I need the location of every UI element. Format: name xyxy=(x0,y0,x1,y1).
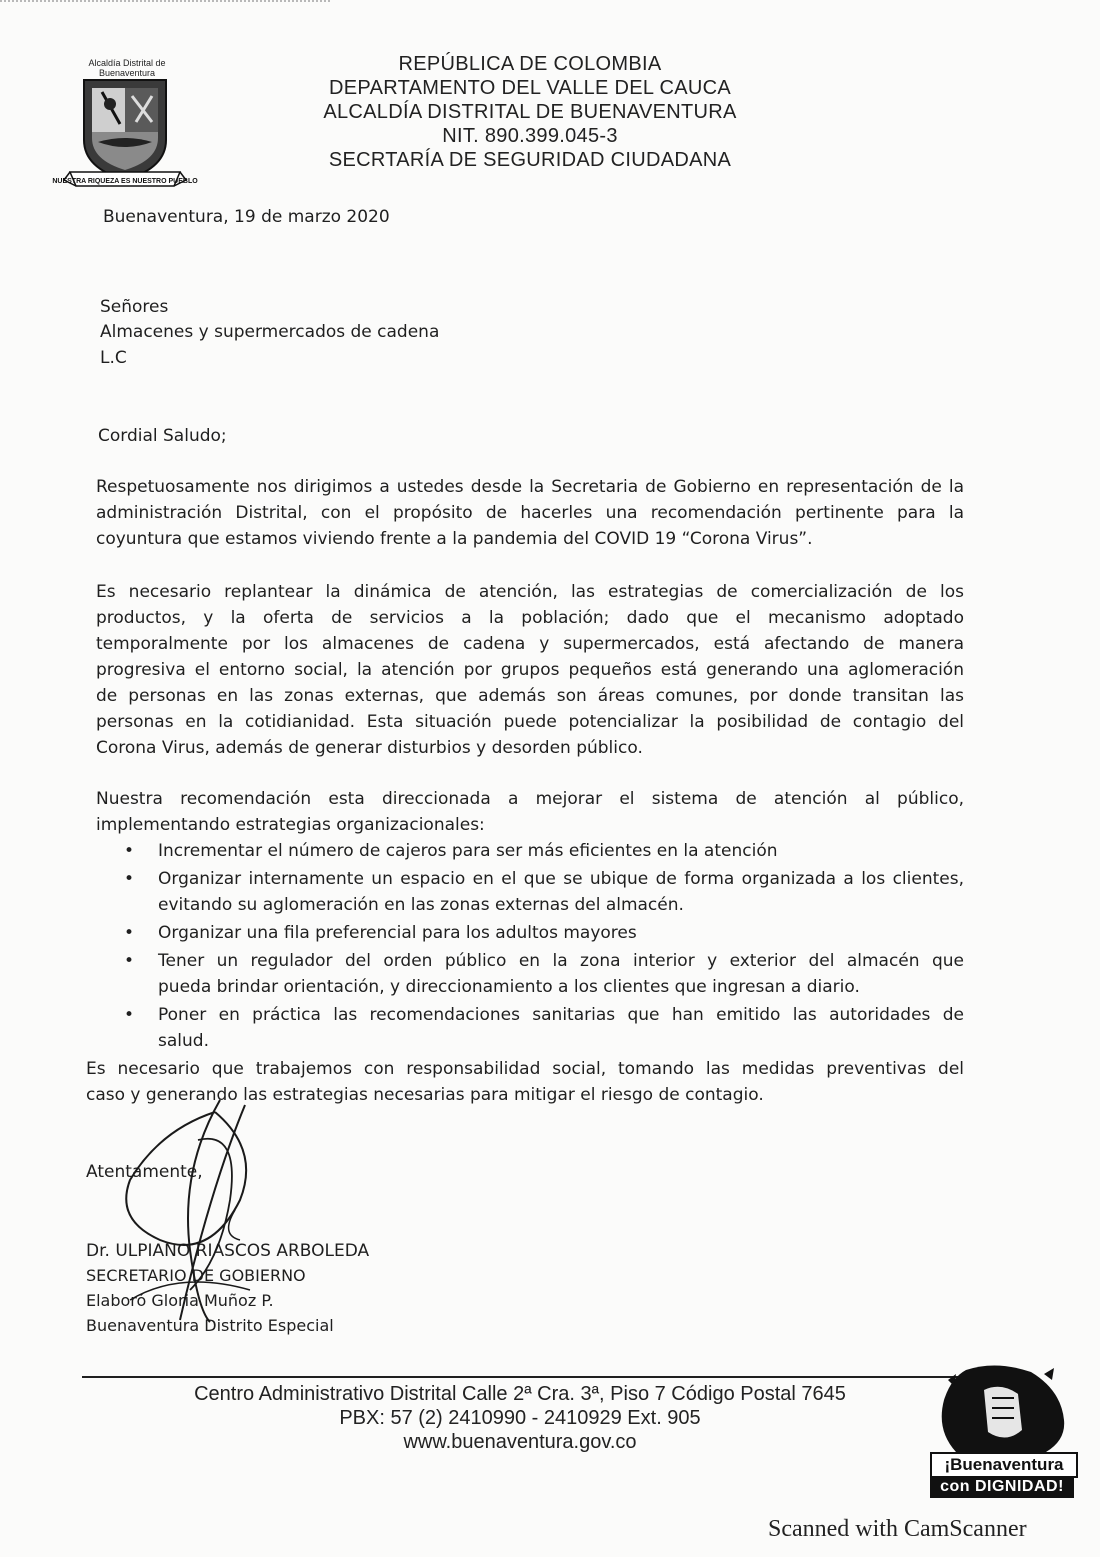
handwritten-signature xyxy=(120,1090,340,1330)
text-line: Incrementar el número de cajeros para ser más eficientes en la atención xyxy=(158,841,778,861)
text-line: Es necesario replantear la dinámica de atención, las estrategias de comercialización de los xyxy=(96,582,964,602)
logo-text-top: ¡Buenaventura xyxy=(930,1452,1078,1478)
text-line: de personas en las zonas externas, que además son áreas comunes, por donde transitan las xyxy=(96,686,964,706)
letterhead-line: ALCALDÍA DISTRITAL DE BUENAVENTURA xyxy=(323,101,737,123)
paragraph-context xyxy=(96,579,964,761)
letterhead-line: SECRTARÍA DE SEGURIDAD CIUDADANA xyxy=(328,149,732,171)
text-line: implementando estrategias organizacionales: xyxy=(96,815,485,835)
recommendation-list xyxy=(118,838,964,1054)
bullet-icon: • xyxy=(124,869,135,889)
logo-text-bottom: con DIGNIDAD! xyxy=(930,1476,1074,1498)
signatory-name: Dr. ULPIANO RIASCOS ARBOLEDA xyxy=(86,1241,370,1261)
footer xyxy=(150,1382,890,1454)
scan-edge xyxy=(0,0,330,8)
letterhead-line: DEPARTAMENTO DEL VALLE DEL CAUCA xyxy=(329,77,731,99)
text-line: temporalmente por los almacenes de cadena y supermercados, está afectando de manera xyxy=(96,634,964,654)
text-line: evitando su aglomeración en las zonas externas del almacén. xyxy=(158,895,684,915)
date-line: Buenaventura, 19 de marzo 2020 xyxy=(103,207,390,227)
text-line: Organizar una fila preferencial para los adultos mayores xyxy=(158,923,637,943)
footer-website: www.buenaventura.gov.co xyxy=(403,1431,637,1453)
crest-motto: NUESTRA RIQUEZA ES NUESTRO PUEBLO xyxy=(52,178,198,185)
text-line: pueda brindar orientación, y direccionamiento a los clientes que ingresan a diario. xyxy=(158,977,860,997)
text-line: salud. xyxy=(158,1031,209,1051)
greeting: Cordial Saludo; xyxy=(98,426,227,446)
recipient-line: Almacenes y supermercados de cadena xyxy=(100,322,440,342)
bullet-icon: • xyxy=(124,841,135,861)
footer-phone: PBX: 57 (2) 2410990 - 2410929 Ext. 905 xyxy=(339,1407,701,1429)
paragraph-intro xyxy=(96,474,964,552)
text-line: caso y generando las estrategias necesarias para mitigar el riesgo de contagio. xyxy=(86,1085,764,1105)
text-line: Nuestra recomendación esta direccionada a mejorar el sistema de atención al público, xyxy=(96,789,964,809)
text-line: Respetuosamente nos dirigimos a ustedes desde la Secretaria de Gobierno en representación de la xyxy=(96,477,964,497)
text-line: productos, y la oferta de servicios a la población; dado que el mecanismo adoptado xyxy=(96,608,964,628)
text-line: Es necesario que trabajemos con responsabilidad social, tomando las medidas preventivas del xyxy=(86,1059,964,1079)
prepared-by: Elaboró Gloria Muñoz P. xyxy=(86,1291,274,1310)
list-item xyxy=(118,1002,964,1054)
list-item xyxy=(118,948,964,1000)
text-line: progresiva el entorno social, la atención por grupos pequeños está generando una aglomeración xyxy=(96,660,964,680)
list-item xyxy=(118,838,964,864)
bullet-icon: • xyxy=(124,951,135,971)
letterhead xyxy=(300,52,760,172)
signatory-title: SECRETARIO DE GOBIERNO xyxy=(86,1266,306,1285)
closing: Atentamente, xyxy=(86,1162,203,1182)
text-line: Poner en práctica las recomendaciones sanitarias que han emitido las autoridades de xyxy=(158,1005,964,1025)
recipient-line: L.C xyxy=(100,348,127,368)
footer-address: Centro Administrativo Distrital Calle 2ª Cra. 3ª, Piso 7 Código Postal 7645 xyxy=(194,1383,846,1405)
crest-caption: Alcaldía Distrital de Buenaventura xyxy=(88,58,166,78)
paragraph-recommendation xyxy=(96,786,964,838)
list-item xyxy=(118,866,964,918)
district-line: Buenaventura Distrito Especial xyxy=(86,1316,334,1335)
text-line: Corona Virus, además de generar disturbios y desorden público. xyxy=(96,738,643,758)
bullet-icon: • xyxy=(124,1005,135,1025)
text-line: coyuntura que estamos viviendo frente a la pandemia del COVID 19 “Corona Virus”. xyxy=(96,529,813,549)
letterhead-line: NIT. 890.399.045-3 xyxy=(442,125,618,147)
recipient-line: Señores xyxy=(100,297,169,317)
letterhead-line: REPÚBLICA DE COLOMBIA xyxy=(398,53,662,75)
text-line: administración Distrital, con el propósito de hacerles una recomendación pertinente para la xyxy=(96,503,964,523)
scanner-watermark: Scanned with CamScanner xyxy=(768,1516,1027,1542)
text-line: personas en la cotidianidad. Esta situación puede potencializar la posibilidad de contagio del xyxy=(96,712,964,732)
bullet-icon: • xyxy=(124,923,135,943)
text-line: Tener un regulador del orden público en la zona interior y exterior del almacén que xyxy=(158,951,964,971)
footer-divider xyxy=(82,1376,970,1378)
text-line: Organizar internamente un espacio en el que se ubique de forma organizada a los clientes, xyxy=(158,869,964,889)
list-item xyxy=(118,920,964,946)
